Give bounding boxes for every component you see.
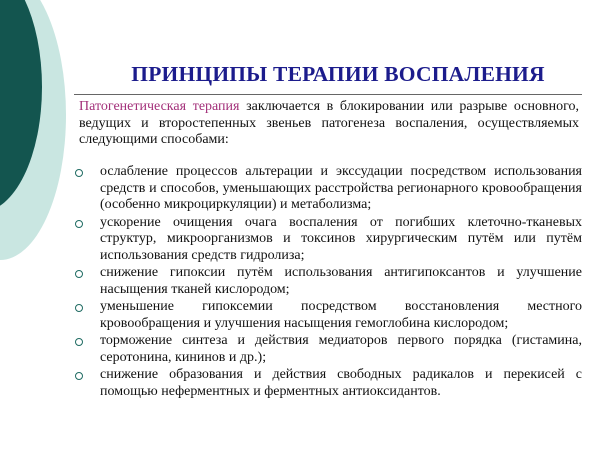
list-item-text: ослабление процессов альтерации и экссудации посредством использования средств и способов, уменьшающих расстройства регионарного кровообращения (особенно микроциркуляции) и метаболизма; (100, 164, 582, 212)
bullet-icon (75, 304, 83, 312)
bullet-icon (75, 270, 83, 278)
list-item (72, 367, 582, 400)
list-item (72, 265, 582, 298)
list-item-text: снижение образования и действия свободных радикалов и перекисей с помощью неферментных и ферментных антиоксидантов. (100, 367, 582, 399)
list-item (72, 215, 582, 265)
bullet-icon (75, 338, 83, 346)
intro-text: заключается в блокировании или разрыве основного, ведущих и второстепенных звеньев патогенеза воспаления, осуществляемых следующими способами: (79, 99, 579, 147)
list-item-text: уменьшение гипоксемии посредством восстановления местного кровообращения и улучшения насыщения гемоглобина кислородом; (100, 299, 582, 331)
title-divider (74, 94, 582, 95)
bullet-icon (75, 220, 83, 228)
intro-lead: Патогенетическая терапия (79, 99, 240, 114)
list-item (72, 299, 582, 332)
methods-list (72, 164, 582, 400)
list-item (72, 333, 582, 366)
list-item-text: ускорение очищения очага воспаления от погибших клеточно-тканевых структур, микроорганизмов и токсинов хирургическим путём или путём использования средств гидролиза; (100, 214, 582, 263)
bullet-icon (75, 169, 83, 177)
list-item (72, 164, 582, 214)
intro-paragraph (79, 99, 579, 149)
bullet-icon (75, 372, 83, 380)
list-item-text: снижение гипоксии путём использования антигипоксантов и улучшение насыщения тканей кислородом; (100, 265, 582, 297)
list-item-text: торможение синтеза и действия медиаторов первого порядка (гистамина, серотонина, кининов и др.); (100, 333, 582, 365)
slide-title: ПРИНЦИПЫ ТЕРАПИИ ВОСПАЛЕНИЯ (131, 62, 545, 86)
